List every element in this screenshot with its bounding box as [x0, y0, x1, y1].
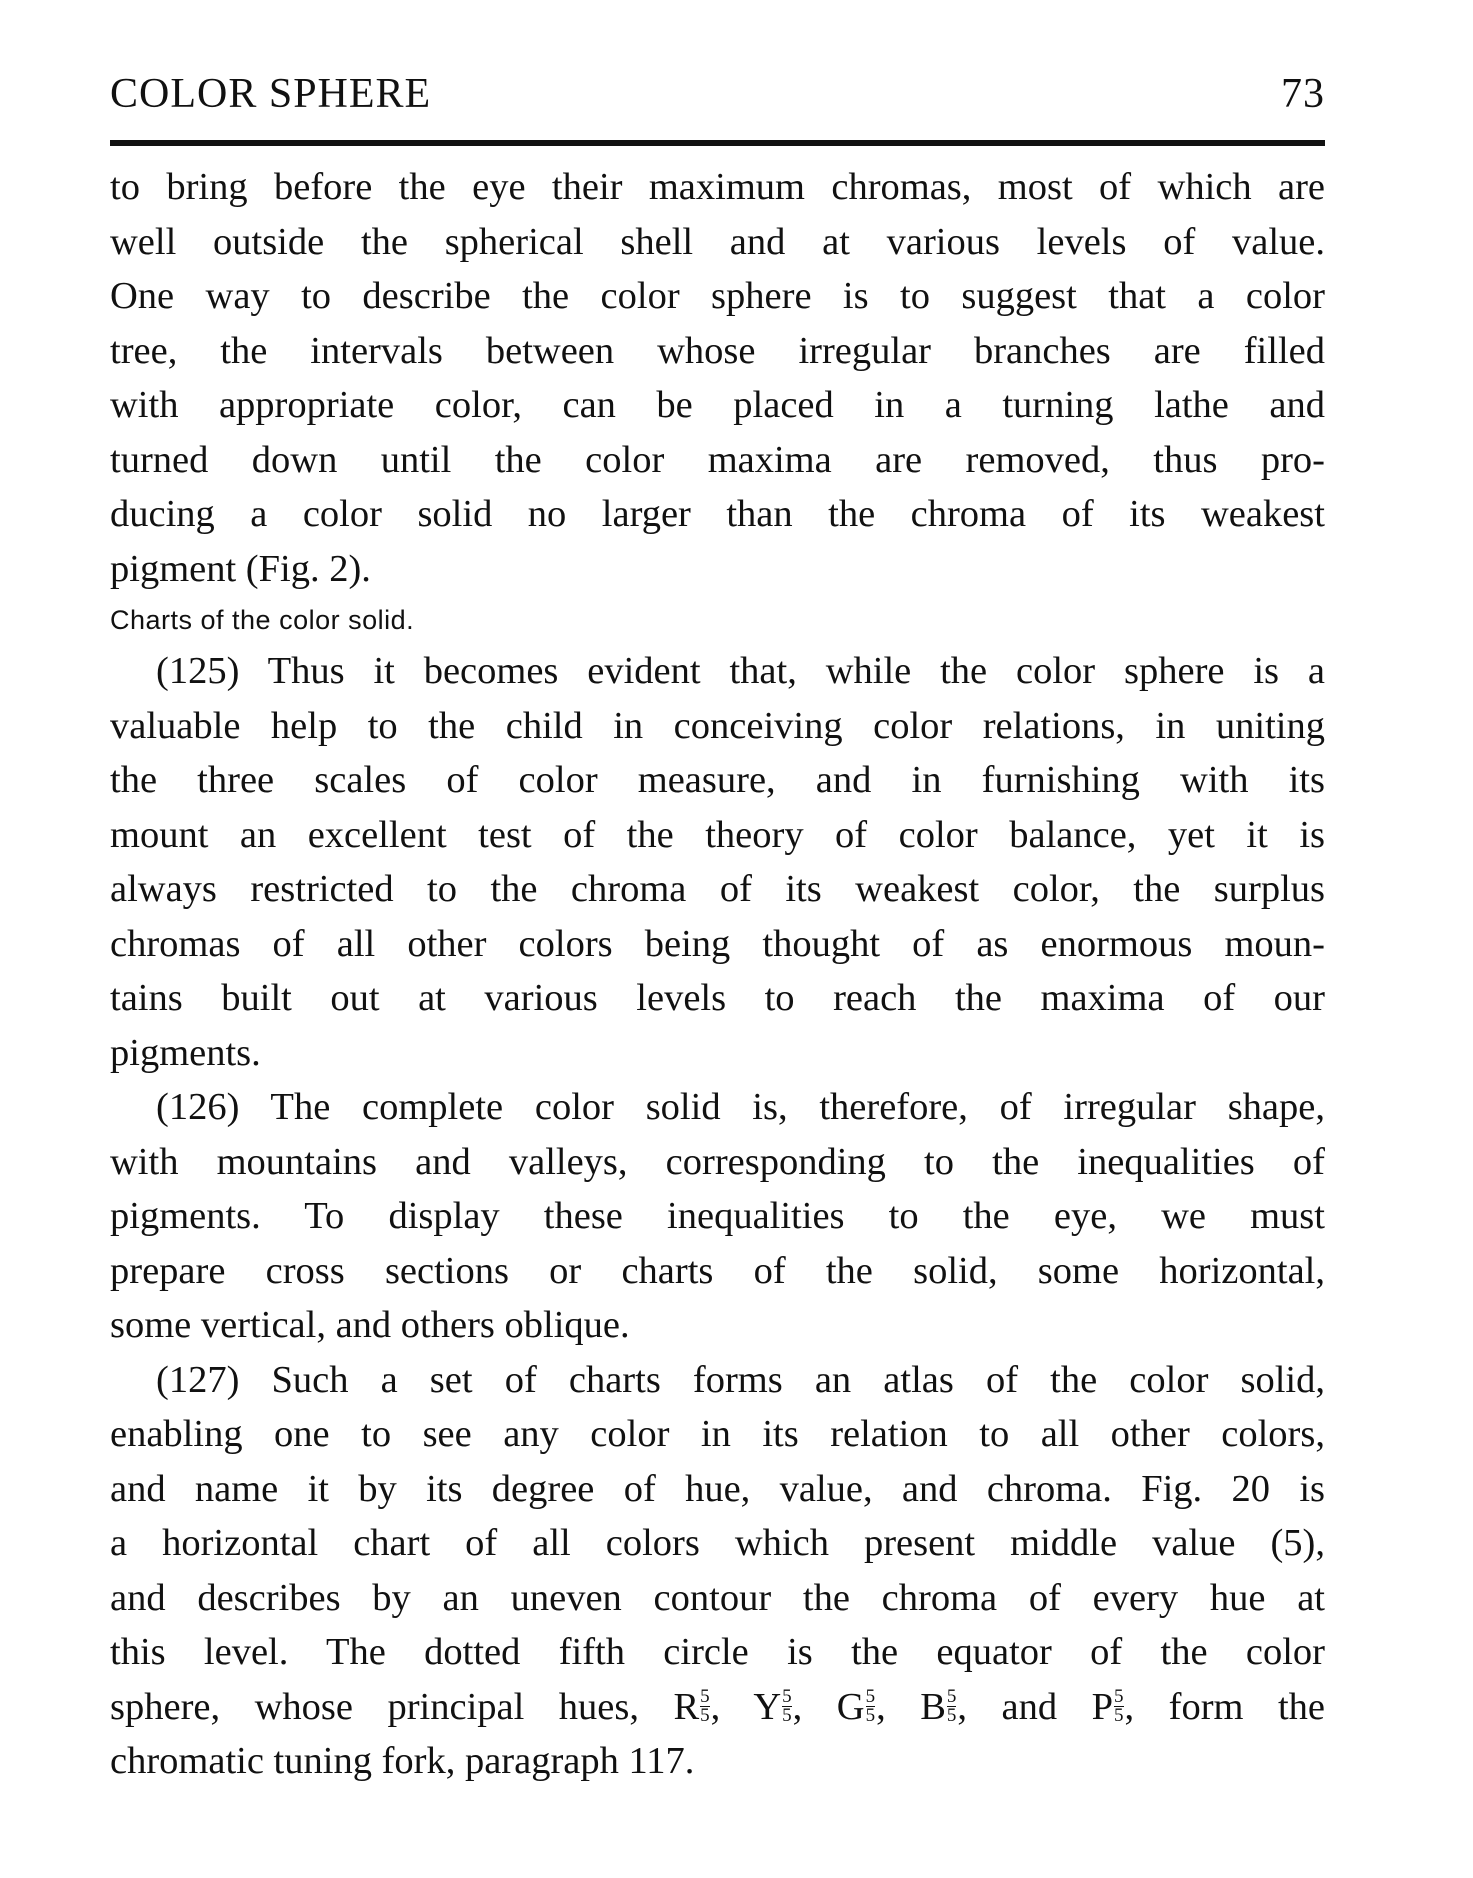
hue-notation-y: [753, 1686, 792, 1728]
fraction-denominator: 5: [865, 1705, 876, 1727]
text-line: ducing a color solid no larger than the chroma of its weakest: [110, 493, 1325, 535]
book-page: [110, 70, 1325, 1789]
text-line: prepare cross sections or charts of the solid, some horizontal,: [110, 1249, 1325, 1292]
fraction-denominator: 5: [1114, 1705, 1124, 1727]
hue-notation-b: [920, 1686, 957, 1728]
text-line: and describes by an uneven contour the chroma of every hue at: [110, 1576, 1325, 1619]
hue-letter: Y: [753, 1685, 782, 1728]
value-chroma-fraction: [947, 1688, 957, 1725]
paragraph-126: [110, 1080, 1325, 1353]
hue-notation-r: [673, 1686, 710, 1728]
text-fragment: ,: [792, 1685, 837, 1728]
hue-notation-p: [1092, 1686, 1125, 1728]
text-line: with mountains and valleys, corresponding to the inequalities of: [110, 1140, 1325, 1183]
hue-notation-g: [837, 1686, 876, 1728]
text-line: and name it by its degree of hue, value, and chroma. Fig. 20 is: [110, 1467, 1325, 1510]
hue-letter: B: [920, 1685, 946, 1728]
text-line: with appropriate color, can be placed in a turning lathe and: [110, 384, 1325, 426]
running-head: [110, 70, 1325, 132]
hue-letter: P: [1091, 1685, 1114, 1728]
value-chroma-fraction: [866, 1688, 876, 1725]
fraction-denominator: 5: [700, 1705, 710, 1727]
value-chroma-fraction: [782, 1688, 792, 1725]
text-line: valuable help to the child in conceiving color relations, in uniting: [110, 704, 1325, 747]
text-line: to bring before the eye their maximum chromas, most of which are: [110, 166, 1325, 208]
text-line: tains built out at various levels to reach the maxima of our: [110, 977, 1325, 1019]
text-line: well outside the spherical shell and at various levels of value.: [110, 220, 1325, 263]
text-line: the three scales of color measure, and in furnishing with its: [110, 759, 1325, 801]
fraction-numerator: 5: [865, 1686, 876, 1708]
text-line: turned down until the color maxima are removed, thus pro-: [110, 438, 1325, 481]
text-line: always restricted to the chroma of its weakest color, the surplus: [110, 868, 1325, 910]
text-line: some vertical, and others oblique.: [110, 1304, 630, 1346]
fraction-numerator: 5: [700, 1686, 710, 1708]
header-rule: [110, 140, 1325, 146]
text-line: chromatic tuning fork, paragraph 117.: [110, 1740, 695, 1782]
fraction-numerator: 5: [946, 1686, 957, 1708]
text-line: pigments.: [110, 1031, 261, 1074]
text-fragment: ,: [876, 1685, 921, 1728]
text-line: (125) Thus it becomes evident that, while the color sphere is a: [156, 650, 1325, 692]
text-line: pigments. To display these inequalities to the eye, we must: [110, 1195, 1325, 1237]
text-line: pigment (Fig. 2).: [110, 547, 371, 590]
value-chroma-fraction: [1114, 1688, 1124, 1725]
page-number: 73: [1281, 71, 1325, 117]
hue-notation-line: [110, 1680, 1325, 1735]
text-line: mount an excellent test of the theory of color balance, yet it is: [110, 813, 1325, 856]
fraction-denominator: 5: [946, 1705, 957, 1727]
hue-letter: G: [836, 1685, 865, 1728]
paragraph-127: [110, 1353, 1325, 1789]
intro-text: [110, 160, 1325, 596]
text-fragment: , form the: [1124, 1685, 1326, 1728]
text-fragment: ,: [710, 1685, 754, 1728]
text-line: enabling one to see any color in its relation to all other colors,: [110, 1413, 1325, 1455]
text-fragment: , and: [957, 1685, 1092, 1728]
text-line: tree, the intervals between whose irregular branches are filled: [110, 329, 1325, 372]
fraction-denominator: 5: [782, 1705, 792, 1727]
paragraph-125: [110, 644, 1325, 1080]
fraction-numerator: 5: [1114, 1686, 1124, 1708]
running-head-title: COLOR SPHERE: [110, 71, 432, 117]
fraction-numerator: 5: [782, 1686, 792, 1708]
text-line: chromas of all other colors being thought of as enormous moun-: [110, 922, 1325, 965]
hue-letter: R: [673, 1685, 700, 1728]
value-chroma-fraction: [700, 1688, 710, 1725]
text-line: One way to describe the color sphere is to suggest that a color: [110, 275, 1325, 317]
text-line: this level. The dotted fifth circle is the equator of the color: [110, 1631, 1325, 1673]
text-line: (126) The complete color solid is, therefore, of irregular shape,: [156, 1086, 1325, 1128]
text-line: (127) Such a set of charts forms an atlas of the color solid,: [156, 1358, 1325, 1401]
section-sidehead: Charts of the color solid.: [110, 605, 415, 635]
text-fragment: sphere, whose principal hues,: [110, 1685, 674, 1728]
text-line: a horizontal chart of all colors which present middle value (5),: [110, 1522, 1325, 1564]
